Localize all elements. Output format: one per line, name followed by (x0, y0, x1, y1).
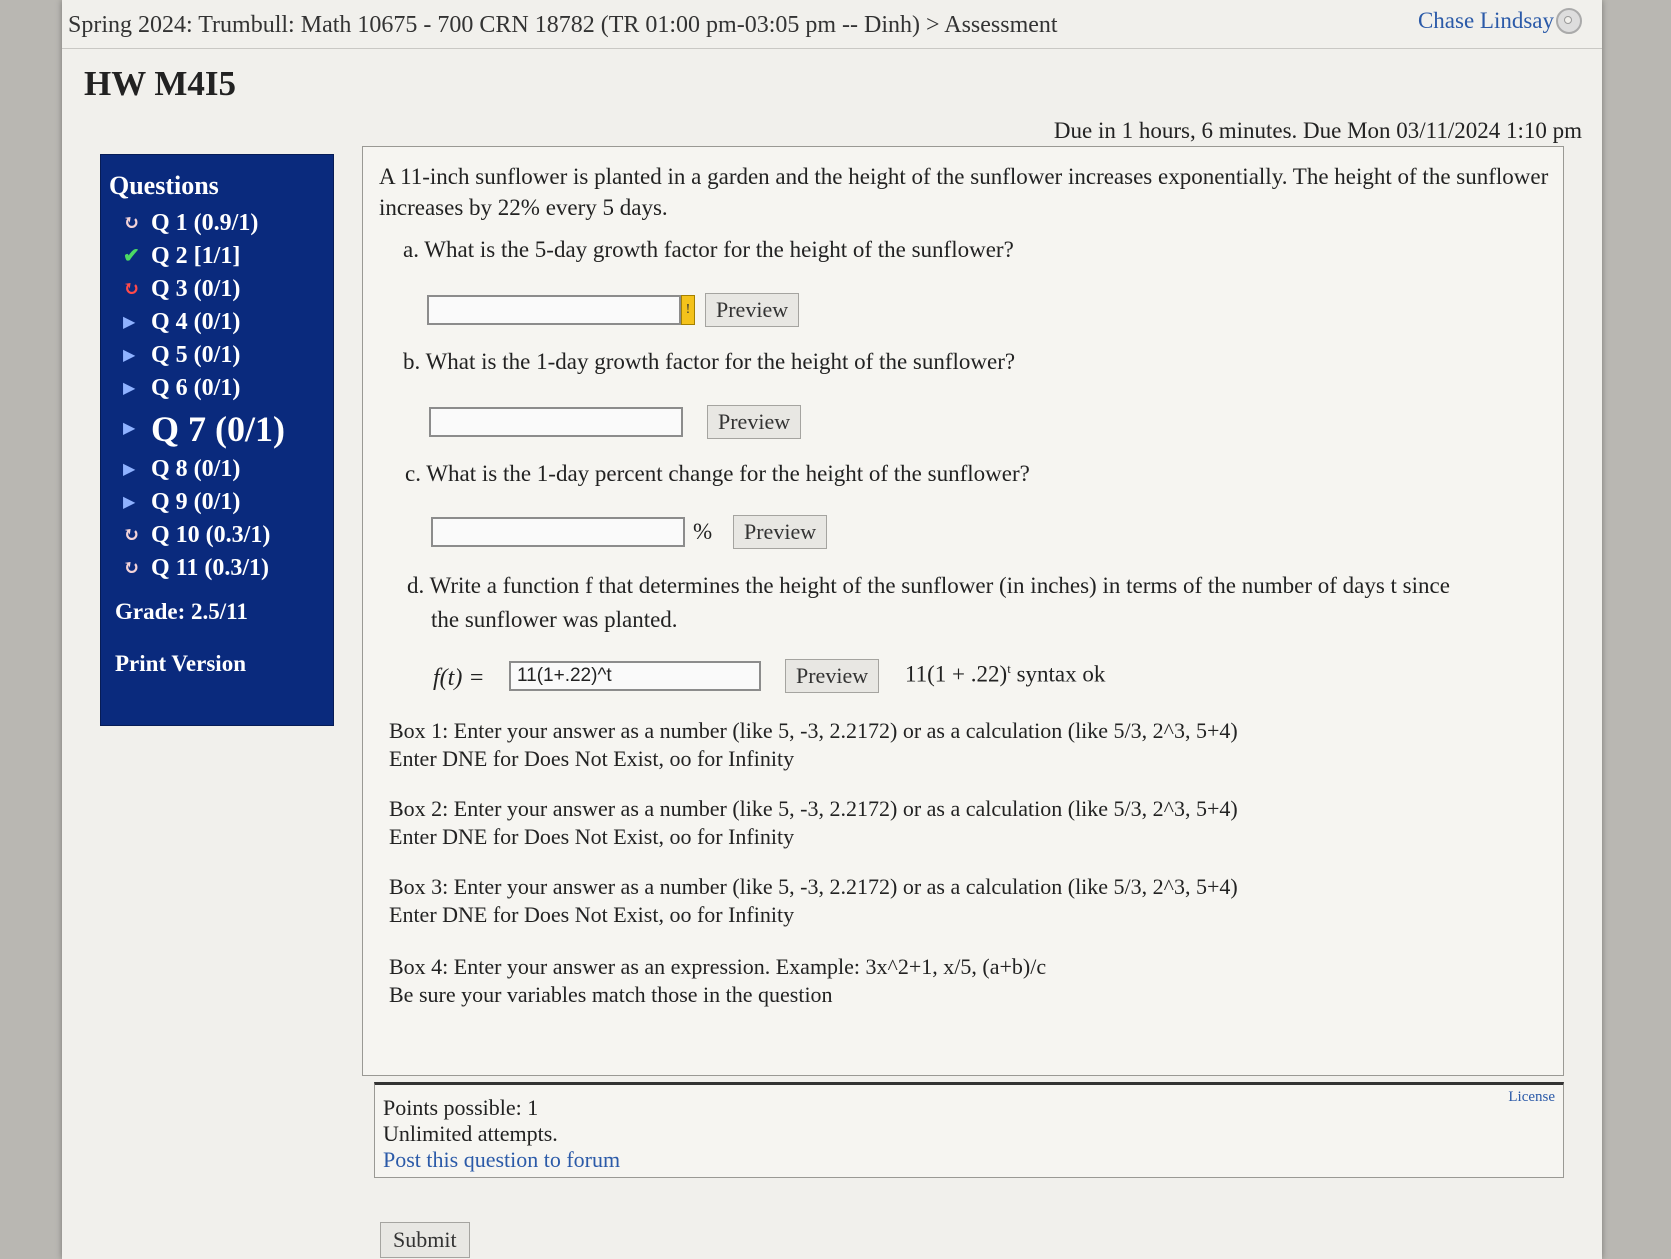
page-title: HW M4I5 (84, 64, 236, 103)
part-d-label-continued: the sunflower was planted. (431, 607, 678, 632)
check-icon: ✔ (123, 245, 140, 267)
question-nav-item[interactable] (123, 372, 285, 405)
grade-text: Grade: 2.5/11 (115, 599, 248, 624)
part-b-answer-input[interactable] (429, 407, 683, 437)
help-box-2-line1: Box 2: Enter your answer as a number (like 5, -3, 2.2172) or as a calculation (like 5/3, 2^3, 5+4) (389, 796, 1238, 821)
part-c-answer-input[interactable] (431, 517, 685, 547)
play-icon: ▶ (123, 314, 136, 331)
question-nav-item[interactable] (123, 273, 285, 306)
part-b-label: b. What is the 1-day growth factor for the height of the sunflower? (403, 349, 1016, 374)
retry-icon: ↻ (123, 212, 140, 234)
question-nav-label: Q 9 (0/1) (151, 489, 241, 515)
attempts-text: Unlimited attempts. (383, 1121, 558, 1146)
question-nav-label: Q 3 (0/1) (151, 276, 241, 302)
syntax-status: syntax ok (1016, 661, 1106, 687)
help-box-2 (389, 795, 1489, 851)
play-icon: ▶ (123, 461, 136, 478)
warning-icon[interactable]: ! (681, 295, 695, 325)
help-box-1-line2: Enter DNE for Does Not Exist, oo for Infinity (389, 746, 795, 771)
help-box-4-line2: Be sure your variables match those in the question (389, 982, 833, 1007)
question-nav-item[interactable] (123, 240, 285, 273)
questions-sidebar (100, 154, 334, 726)
user-name-link[interactable]: Chase Lindsay (1417, 8, 1554, 33)
top-bar (62, 0, 1602, 49)
help-box-2-line2: Enter DNE for Does Not Exist, oo for Infinity (389, 824, 795, 849)
due-date-text: Due in 1 hours, 6 minutes. Due Mon 03/11/2024 1:10 pm (1053, 118, 1582, 143)
points-info (383, 1095, 620, 1173)
retry-icon: ↻ (123, 524, 140, 546)
question-nav-item[interactable] (123, 486, 285, 519)
help-box-3-line2: Enter DNE for Does Not Exist, oo for Infinity (389, 902, 795, 927)
question-nav-label: Q 11 (0.3/1) (151, 555, 269, 581)
help-box-1 (389, 717, 1489, 773)
help-box-1-line1: Box 1: Enter your answer as a number (like 5, -3, 2.2172) or as a calculation (like 5/3, 2^3, 5+4) (389, 718, 1238, 743)
percent-unit: % (693, 519, 713, 544)
play-icon: ▶ (123, 380, 136, 397)
questions-heading: Questions (109, 171, 219, 200)
question-nav-label: Q 10 (0.3/1) (151, 522, 271, 548)
points-box (374, 1082, 1564, 1178)
question-nav-item[interactable] (123, 306, 285, 339)
question-nav-label: Q 6 (0/1) (151, 375, 241, 401)
part-c-label: c. What is the 1-day percent change for the height of the sunflower? (405, 461, 1030, 486)
part-d-answer-input[interactable] (509, 661, 761, 691)
license-link[interactable]: License (1508, 1089, 1555, 1105)
breadcrumb[interactable]: Spring 2024: Trumbull: Math 10675 - 700 CRN 18782 (TR 01:00 pm-03:05 pm -- Dinh) > Assessment (68, 12, 1058, 38)
question-nav-item[interactable] (123, 339, 285, 372)
question-nav-item[interactable] (123, 405, 285, 453)
question-list (123, 207, 285, 585)
retry-icon: ↻ (123, 278, 140, 300)
question-nav-label: Q 2 [1/1] (151, 243, 241, 269)
question-nav-label: Q 7 (0/1) (151, 409, 285, 449)
help-box-4-line1: Box 4: Enter your answer as an expression. Example: 3x^2+1, x/5, (a+b)/c (389, 954, 1047, 979)
question-nav-item[interactable] (123, 453, 285, 486)
part-b-preview-button[interactable]: Preview (707, 405, 801, 439)
question-nav-item[interactable] (123, 207, 285, 240)
gear-icon[interactable] (1556, 8, 1582, 34)
print-version-link[interactable]: Print Version (115, 651, 246, 676)
help-box-3-line1: Box 3: Enter your answer as a number (like 5, -3, 2.2172) or as a calculation (like 5/3, 2^3, 5+4) (389, 874, 1238, 899)
part-a-label: a. What is the 5-day growth factor for the height of the sunflower? (403, 237, 1014, 262)
part-d-preview-button[interactable]: Preview (785, 659, 879, 693)
question-nav-item[interactable] (123, 519, 285, 552)
rendered-exponent: t (1007, 661, 1011, 676)
rendered-expression: 11(1 + .22) (905, 661, 1008, 687)
help-box-4 (389, 953, 1489, 1009)
question-nav-item[interactable] (123, 552, 285, 585)
part-a-preview-button[interactable]: Preview (705, 293, 799, 327)
question-nav-label: Q 5 (0/1) (151, 342, 241, 368)
function-lhs: f(t) = (433, 665, 485, 691)
question-box (362, 146, 1564, 1076)
help-box-3 (389, 873, 1489, 929)
rendered-preview (905, 661, 1105, 688)
play-icon: ▶ (123, 420, 136, 437)
question-nav-label: Q 4 (0/1) (151, 309, 241, 335)
play-icon: ▶ (123, 347, 136, 364)
play-icon: ▶ (123, 494, 136, 511)
question-nav-label: Q 1 (0.9/1) (151, 210, 259, 236)
points-possible: Points possible: 1 (383, 1095, 539, 1120)
question-intro: A 11-inch sunflower is planted in a garden and the height of the sunflower increases exponentially. The height of the sunflower increases by 22% every 5 days. (379, 164, 1549, 220)
assessment-page (62, 0, 1602, 1259)
part-a-answer-input[interactable] (427, 295, 681, 325)
part-d-label: d. Write a function f that determines the height of the sunflower (in inches) in terms of the number of days t since (407, 573, 1450, 598)
retry-icon: ↻ (123, 557, 140, 579)
submit-button[interactable]: Submit (380, 1222, 470, 1258)
question-nav-label: Q 8 (0/1) (151, 456, 241, 482)
post-to-forum-link[interactable]: Post this question to forum (383, 1147, 621, 1172)
part-c-preview-button[interactable]: Preview (733, 515, 827, 549)
